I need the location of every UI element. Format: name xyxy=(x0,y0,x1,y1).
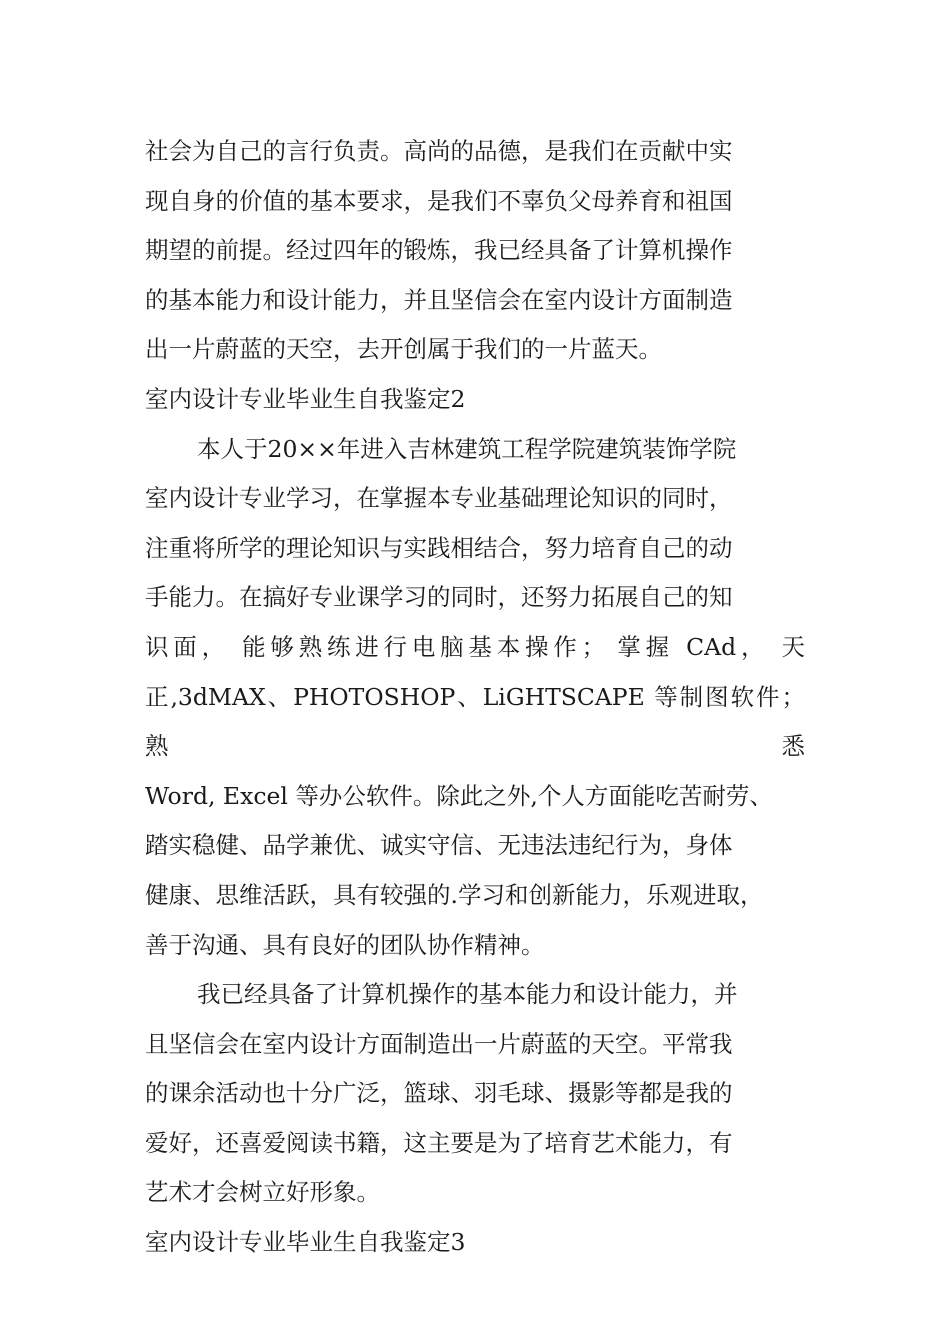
text-line: 出一片蔚蓝的天空，去开创属于我们的一片蓝天。 xyxy=(145,335,662,364)
text-line: 我已经具备了计算机操作的基本能力和设计能力，并 xyxy=(197,980,738,1009)
text-line: 正,3dMAX、PHOTOSHOP、LiGHTSCAPE 等制图软件；熟悉 xyxy=(145,682,805,761)
document-body xyxy=(145,127,835,1268)
text-line: 期望的前提。经过四年的锻炼，我已经具备了计算机操作 xyxy=(145,236,733,265)
text-line: 室内设计专业学习，在掌握本专业基础理论知识的同时， xyxy=(145,484,733,513)
paragraph-continuation xyxy=(145,127,835,375)
text-line: 善于沟通、具有良好的团队协作精神。 xyxy=(145,930,545,959)
text-line: 注重将所学的理论知识与实践相结合，努力培育自己的动 xyxy=(145,533,733,562)
text-line: 的基本能力和设计能力，并且坚信会在室内设计方面制造 xyxy=(145,285,733,314)
text-line: 本人于20××年进入吉林建筑工程学院建筑装饰学院 xyxy=(197,434,737,463)
text-line: 艺术才会树立好形象。 xyxy=(145,1178,380,1207)
text-line: Word, Excel 等办公软件。除此之外,个人方面能吃苦耐劳、 xyxy=(145,781,773,810)
text-line: 踏实稳健、品学兼优、诚实守信、无违法违纪行为，身体 xyxy=(145,831,733,860)
text-line: 社会为自己的言行负责。高尚的品德，是我们在贡献中实 xyxy=(145,137,733,165)
text-line: 健康、思维活跃，具有较强的.学习和创新能力，乐观进取， xyxy=(145,880,764,909)
text-line: 手能力。在搞好专业课学习的同时，还努力拓展自己的知 xyxy=(145,583,733,612)
section-heading-2: 室内设计专业毕业生自我鉴定2 xyxy=(145,384,466,413)
text-line: 的课余活动也十分广泛，篮球、羽毛球、摄影等都是我的 xyxy=(145,1079,733,1108)
text-line: 且坚信会在室内设计方面制造出一片蔚蓝的天空。平常我 xyxy=(145,1029,733,1058)
section-heading-3: 室内设计专业毕业生自我鉴定3 xyxy=(145,1228,466,1257)
paragraph-self-assessment-2 xyxy=(145,425,835,971)
paragraph-abilities xyxy=(145,970,835,1218)
text-line: 识面， 能够熟练进行电脑基本操作； 掌握 CAd， 天 xyxy=(145,632,805,661)
text-line: 现自身的价值的基本要求，是我们不辜负父母养育和祖国 xyxy=(145,186,733,215)
text-line: 爱好，还喜爱阅读书籍，这主要是为了培育艺术能力，有 xyxy=(145,1128,733,1157)
